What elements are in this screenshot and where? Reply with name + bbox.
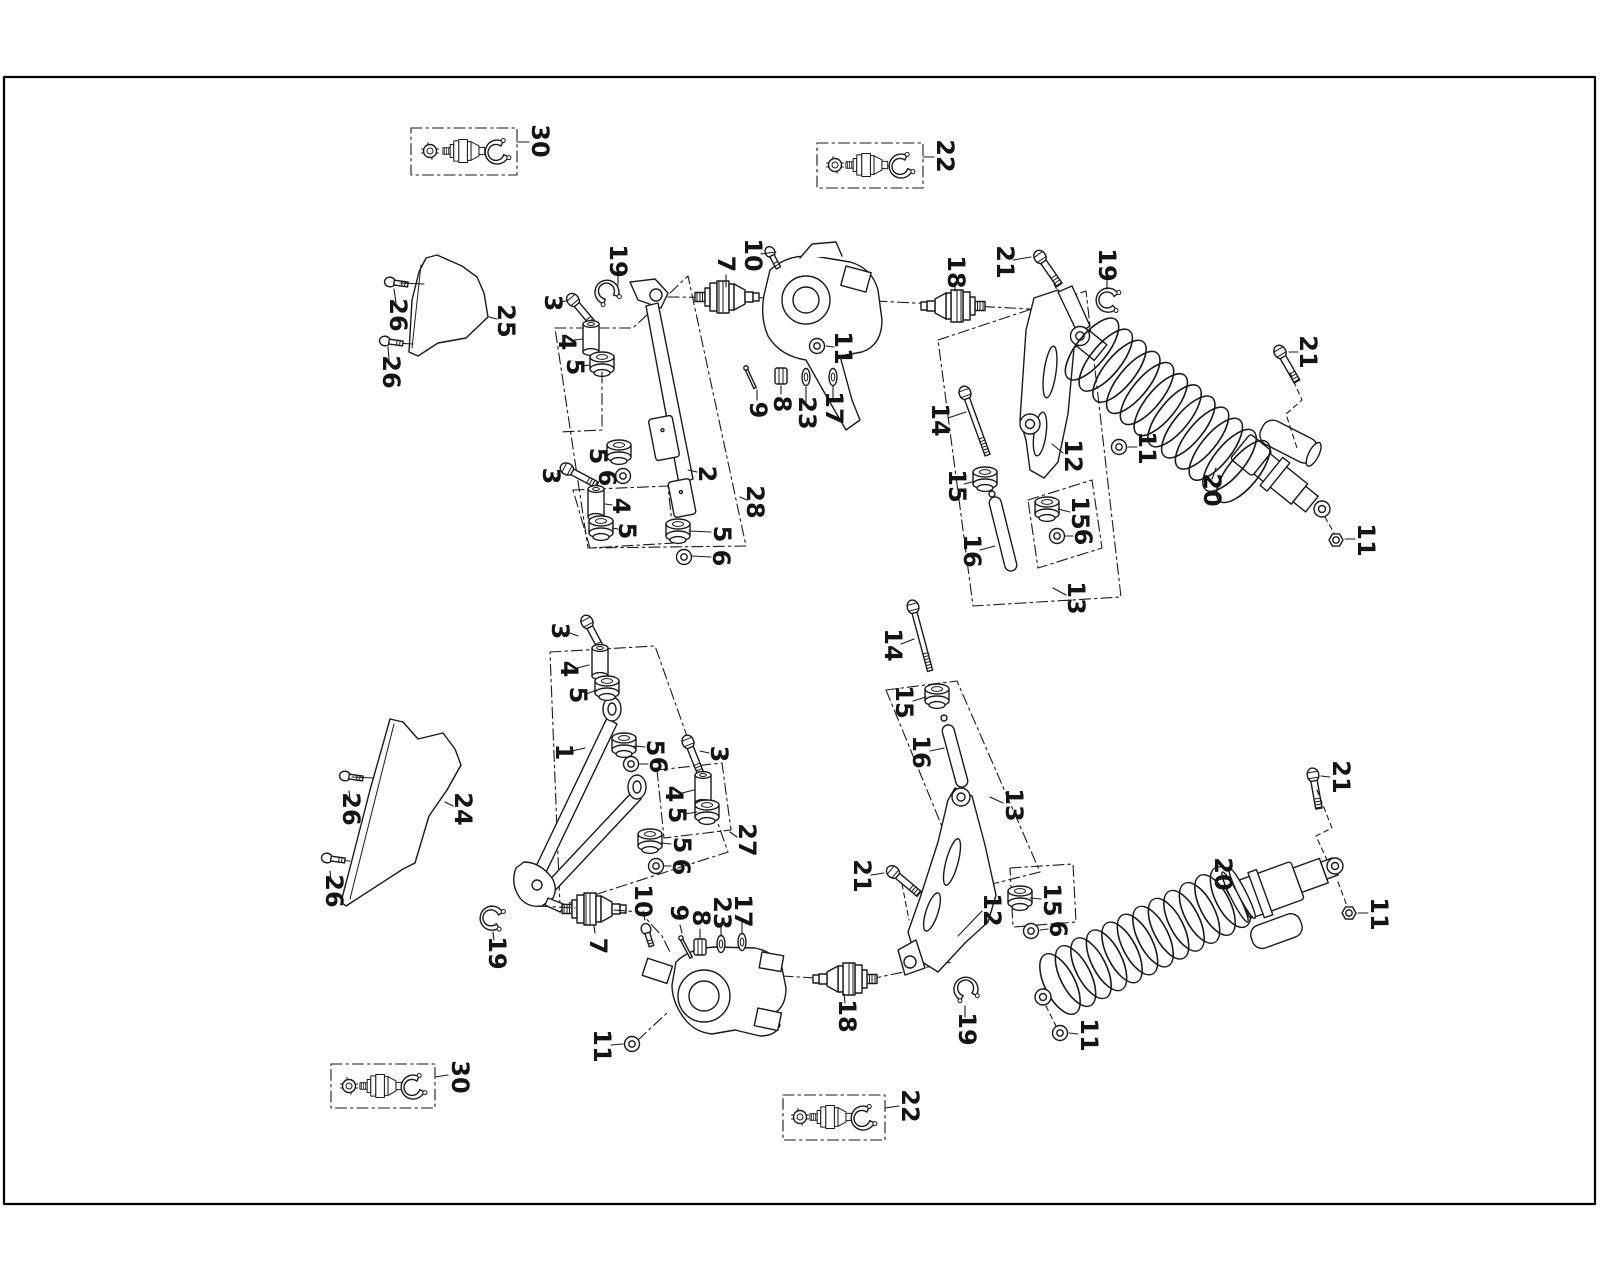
callout-15 bbox=[1030, 883, 1066, 916]
part-number-19: 19 bbox=[604, 244, 632, 278]
callout-leader-5 bbox=[689, 531, 711, 532]
part-number-26: 26 bbox=[384, 298, 412, 332]
part-number-14: 14 bbox=[926, 403, 954, 437]
part-number-3: 3 bbox=[537, 467, 565, 485]
front-strut-assembly bbox=[555, 276, 746, 565]
part-number-5: 5 bbox=[613, 522, 641, 540]
part-number-2: 2 bbox=[693, 465, 721, 483]
part-number-6: 6 bbox=[707, 549, 735, 567]
callout-19 bbox=[483, 932, 511, 970]
part-number-11: 11 bbox=[1133, 431, 1161, 465]
part-number-21: 21 bbox=[1294, 335, 1322, 369]
callout-4 bbox=[660, 786, 694, 803]
part-number-3: 3 bbox=[546, 622, 574, 640]
part-number-9: 9 bbox=[744, 401, 772, 419]
part-number-6: 6 bbox=[593, 469, 621, 487]
callout-8 bbox=[768, 386, 796, 412]
part-number-4: 4 bbox=[553, 333, 581, 351]
part-number-6: 6 bbox=[667, 858, 695, 876]
callout-11 bbox=[1358, 897, 1393, 930]
page-frame bbox=[4, 77, 1595, 1204]
callout-4 bbox=[555, 661, 589, 678]
ball-joint-kit-30-top bbox=[411, 128, 517, 175]
part-number-8: 8 bbox=[768, 395, 796, 413]
callout-11 bbox=[588, 1029, 623, 1062]
callout-26 bbox=[337, 791, 365, 826]
part-number-11: 11 bbox=[1352, 523, 1380, 557]
callout-21 bbox=[1289, 335, 1322, 368]
callout-20 bbox=[1198, 468, 1226, 507]
part-number-23: 23 bbox=[793, 396, 821, 430]
part-number-18: 18 bbox=[942, 255, 970, 289]
callout-23 bbox=[793, 387, 821, 430]
front-shock-absorber-bottom bbox=[1032, 767, 1356, 1040]
part-number-15: 15 bbox=[1038, 883, 1066, 917]
callout-7 bbox=[584, 926, 612, 954]
part-number-15: 15 bbox=[943, 469, 971, 503]
callout-6 bbox=[593, 470, 621, 487]
callout-20 bbox=[1209, 857, 1237, 895]
callout-18 bbox=[833, 994, 861, 1033]
part-number-7: 7 bbox=[584, 937, 612, 955]
callout-5 bbox=[661, 837, 696, 854]
part-number-15: 15 bbox=[1066, 496, 1094, 530]
callout-26 bbox=[384, 289, 412, 332]
part-number-11: 11 bbox=[829, 331, 857, 365]
callout-11 bbox=[1345, 523, 1380, 556]
part-number-26: 26 bbox=[320, 874, 348, 908]
callout-3 bbox=[539, 295, 567, 312]
part-number-22: 22 bbox=[931, 139, 959, 173]
part-number-5: 5 bbox=[564, 686, 592, 704]
part-number-16: 16 bbox=[958, 534, 986, 568]
part-number-27: 27 bbox=[733, 823, 761, 857]
part-number-19: 19 bbox=[483, 936, 511, 970]
callout-15 bbox=[1058, 496, 1094, 529]
callout-5 bbox=[634, 740, 669, 757]
part-number-12: 12 bbox=[978, 893, 1006, 927]
part-number-18: 18 bbox=[833, 999, 861, 1033]
callout-5 bbox=[584, 448, 612, 465]
part-number-19: 19 bbox=[1093, 248, 1121, 282]
callout-5 bbox=[561, 359, 590, 376]
callout-1 bbox=[550, 744, 585, 761]
callout-11 bbox=[1128, 431, 1161, 464]
callout-27 bbox=[730, 823, 761, 856]
callout-6 bbox=[692, 550, 735, 567]
callout-6 bbox=[664, 859, 695, 876]
part-number-21: 21 bbox=[848, 859, 876, 893]
callout-3 bbox=[537, 468, 565, 485]
callout-28 bbox=[740, 485, 769, 518]
callout-24 bbox=[445, 792, 477, 825]
callout-13 bbox=[990, 788, 1028, 821]
part-number-7: 7 bbox=[712, 255, 740, 273]
callout-25 bbox=[489, 304, 520, 337]
part-number-21: 21 bbox=[1327, 760, 1355, 794]
callout-22 bbox=[885, 1089, 924, 1122]
part-number-19: 19 bbox=[953, 1012, 981, 1046]
callout-14 bbox=[879, 628, 914, 661]
part-number-26: 26 bbox=[337, 792, 365, 826]
part-number-16: 16 bbox=[907, 735, 935, 769]
callout-3 bbox=[546, 623, 578, 640]
lower-a-arm-assembly bbox=[477, 613, 731, 952]
callout-11 bbox=[1069, 1018, 1103, 1051]
part-number-17: 17 bbox=[820, 391, 848, 425]
callout-5 bbox=[663, 807, 697, 824]
callout-5 bbox=[612, 523, 641, 540]
part-number-5: 5 bbox=[668, 836, 696, 854]
part-number-11: 11 bbox=[1075, 1018, 1103, 1052]
callout-leader-9 bbox=[680, 925, 682, 933]
part-number-5: 5 bbox=[584, 447, 612, 465]
callout-26 bbox=[320, 871, 348, 908]
part-number-6: 6 bbox=[1069, 528, 1097, 546]
callout-19 bbox=[1093, 248, 1121, 289]
callout-17 bbox=[820, 386, 848, 425]
ball-joint-kit-22-top bbox=[817, 143, 923, 188]
callout-19 bbox=[953, 1006, 981, 1046]
part-number-1: 1 bbox=[550, 743, 578, 761]
part-number-20: 20 bbox=[1209, 857, 1237, 891]
callout-11 bbox=[826, 331, 857, 364]
callout-18 bbox=[942, 255, 970, 291]
part-number-11: 11 bbox=[1365, 897, 1393, 931]
callout-5 bbox=[689, 526, 736, 543]
callout-6 bbox=[1065, 529, 1097, 546]
callout-15 bbox=[943, 469, 976, 502]
callout-21 bbox=[1321, 760, 1355, 793]
callout-leader-7 bbox=[594, 926, 595, 933]
callout-21 bbox=[848, 859, 884, 892]
callout-7 bbox=[712, 256, 740, 287]
callout-6 bbox=[1040, 921, 1072, 938]
callout-19 bbox=[604, 244, 632, 285]
part-number-5: 5 bbox=[708, 525, 736, 543]
callout-6 bbox=[639, 757, 672, 774]
callout-16 bbox=[907, 735, 944, 768]
part-number-25: 25 bbox=[492, 304, 520, 338]
part-number-20: 20 bbox=[1198, 473, 1226, 507]
part-number-22: 22 bbox=[896, 1089, 924, 1123]
callout-13 bbox=[1053, 581, 1090, 614]
part-number-4: 4 bbox=[555, 660, 583, 678]
part-number-3: 3 bbox=[539, 294, 567, 312]
part-number-30: 30 bbox=[446, 1060, 474, 1094]
callout-4 bbox=[605, 498, 635, 515]
ball-joint-kit-30-bottom bbox=[331, 1064, 435, 1108]
callout-2 bbox=[688, 466, 721, 483]
part-number-5: 5 bbox=[663, 806, 691, 824]
part-number-23: 23 bbox=[708, 896, 736, 930]
part-number-24: 24 bbox=[449, 792, 477, 826]
part-number-9: 9 bbox=[665, 904, 693, 922]
part-number-15: 15 bbox=[890, 685, 918, 719]
callout-22 bbox=[923, 139, 959, 172]
callout-15 bbox=[890, 685, 926, 718]
part-number-4: 4 bbox=[607, 497, 635, 515]
callout-4 bbox=[553, 334, 583, 351]
part-number-10: 10 bbox=[629, 884, 657, 918]
callout-14 bbox=[926, 403, 966, 436]
part-number-28: 28 bbox=[741, 485, 769, 519]
callout-3 bbox=[700, 746, 733, 763]
part-number-4: 4 bbox=[660, 785, 688, 803]
part-number-8: 8 bbox=[687, 909, 715, 927]
part-number-14: 14 bbox=[879, 628, 907, 662]
part-number-6: 6 bbox=[1044, 920, 1072, 938]
part-number-13: 13 bbox=[1062, 581, 1090, 615]
callout-16 bbox=[958, 534, 995, 567]
part-number-6: 6 bbox=[644, 756, 672, 774]
part-number-13: 13 bbox=[1000, 788, 1028, 822]
callout-5 bbox=[564, 687, 597, 704]
part-number-21: 21 bbox=[991, 245, 1019, 279]
callout-26 bbox=[377, 347, 405, 389]
callout-30 bbox=[435, 1060, 474, 1093]
part-number-12: 12 bbox=[1059, 439, 1087, 473]
ball-joint-kit-22-bottom bbox=[783, 1095, 885, 1140]
part-number-30: 30 bbox=[526, 124, 554, 158]
callout-9 bbox=[744, 390, 772, 418]
part-number-3: 3 bbox=[705, 745, 733, 763]
callout-30 bbox=[517, 124, 554, 157]
part-number-5: 5 bbox=[561, 358, 589, 376]
part-number-17: 17 bbox=[729, 894, 757, 928]
part-number-5: 5 bbox=[641, 739, 669, 757]
part-number-26: 26 bbox=[377, 355, 405, 389]
part-number-11: 11 bbox=[588, 1029, 616, 1063]
callout-21 bbox=[991, 245, 1031, 278]
callout-10 bbox=[629, 884, 657, 920]
part-number-10: 10 bbox=[739, 238, 767, 272]
